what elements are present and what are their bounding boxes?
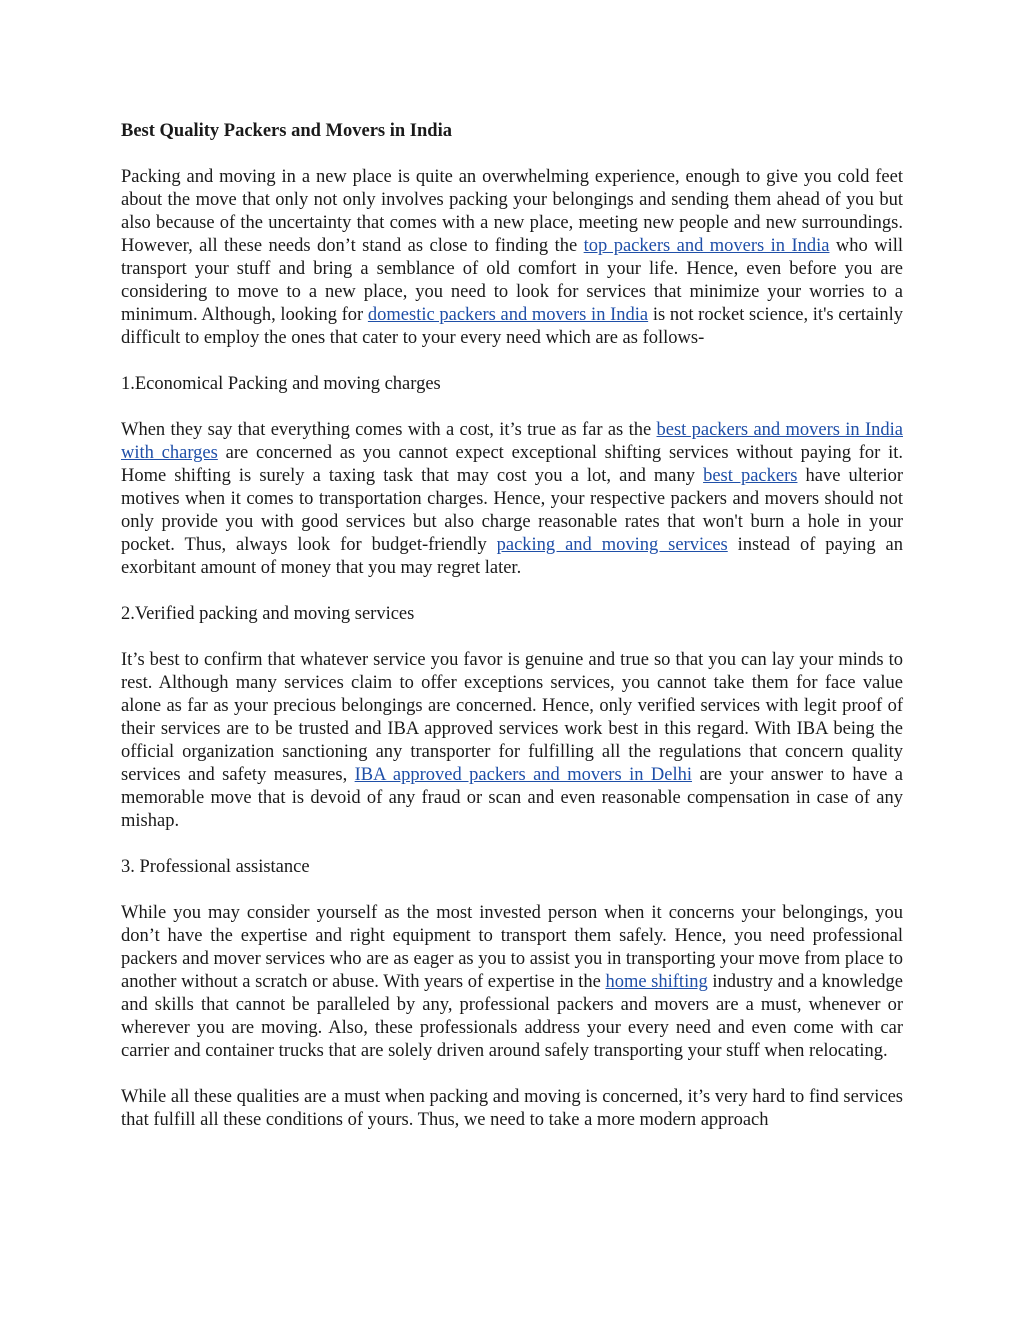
economical-paragraph (121, 419, 903, 580)
paragraph-text: are concerned as you cannot expect exceptional shifting services without paying for it. Home shifting is surely a taxing task that may cost you a lot, and many (121, 443, 903, 486)
paragraph-text: who will transport your stuff and bring a semblance of old comfort in your life. Hence, even before you are considering to move to a new place, you need to look for services that minimize your worries to a minimum. Although, looking for (121, 236, 903, 325)
document-page (121, 120, 903, 1155)
link-top-packers-and-movers-in-india[interactable]: top packers and movers in India (583, 236, 830, 256)
paragraph-text: It’s best to confirm that whatever service you favor is genuine and true so that you can lay your minds to rest. Although many services claim to offer exceptions services, you cannot take them for face value alone as far as your precious belongings are concerned. Hence, only verified services with legit proof of their services are to be trusted and IBA approved services work best in this regard. With IBA being the official organization sanctioning any transporter for fulfilling all the regulations that concern quality services and safety measures, (121, 650, 903, 785)
verified-paragraph (121, 649, 903, 833)
link-domestic-packers-and-movers-in-india[interactable]: domestic packers and movers in India (367, 305, 649, 325)
paragraph-text: is not rocket science, it's certainly difficult to employ the ones that cater to your every need which are as follows- (121, 305, 903, 348)
paragraph-text: Packing and moving in a new place is quite an overwhelming experience, enough to give you cold feet about the move that only not only involves packing your belongings and sending them ahead of you but also because of the uncertainty that comes with a new place, meeting new people and new surroundings. However, all these needs don’t stand as close to finding the (121, 167, 903, 256)
paragraph-text: instead of paying an exorbitant amount of money that you may regret later. (121, 535, 904, 578)
paragraph-text: industry and a knowledge and skills that cannot be paralleled by any, professional packers and movers are a must, whenever or wherever you are moving. Also, these professionals address your every need and even come with car carrier and container trucks that are solely driven around safely transporting your stuff when relocating. (121, 972, 903, 1061)
link-packing-and-moving-services[interactable]: packing and moving services (496, 535, 728, 555)
paragraph-text: While you may consider yourself as the most invested person when it concerns your belongings, you don’t have the expertise and right equipment to transport them safely. Hence, you need professional packers and mover services who are as eager as you to assist you in transporting your move from place to another without a scratch or abuse. With years of expertise in the (121, 903, 903, 992)
section-heading-economical: 1.Economical Packing and moving charges (121, 374, 441, 394)
link-best-packers[interactable]: best packers (703, 466, 798, 486)
section-heading-verified: 2.Verified packing and moving services (121, 604, 415, 624)
paragraph-text: have ulterior motives when it comes to transportation charges. Hence, your respective packers and movers should not only provide you with good services but also charge reasonable rates that won't burn a hole in your pocket. Thus, always look for budget-friendly (121, 466, 903, 555)
link-home-shifting[interactable]: home shifting (605, 972, 708, 992)
link-iba-approved-packers-and-movers-in-delhi[interactable]: IBA approved packers and movers in Delhi (354, 765, 693, 785)
professional-paragraph (121, 902, 903, 1063)
intro-paragraph (121, 166, 903, 350)
closing-paragraph: While all these qualities are a must when packing and moving is concerned, it’s very hard to find services that fulfill all these conditions of yours. Thus, we need to take a more modern approach (121, 1087, 903, 1130)
paragraph-text: are your answer to have a memorable move that is devoid of any fraud or scan and even reasonable compensation in case of any mishap. (121, 765, 903, 831)
section-heading-professional: 3. Professional assistance (121, 857, 310, 877)
link-best-packers-and-movers-with-charges[interactable]: best packers and movers in India with charges (121, 420, 903, 463)
page-title: Best Quality Packers and Movers in India (121, 121, 452, 141)
paragraph-text: When they say that everything comes with a cost, it’s true as far as the (121, 420, 657, 440)
